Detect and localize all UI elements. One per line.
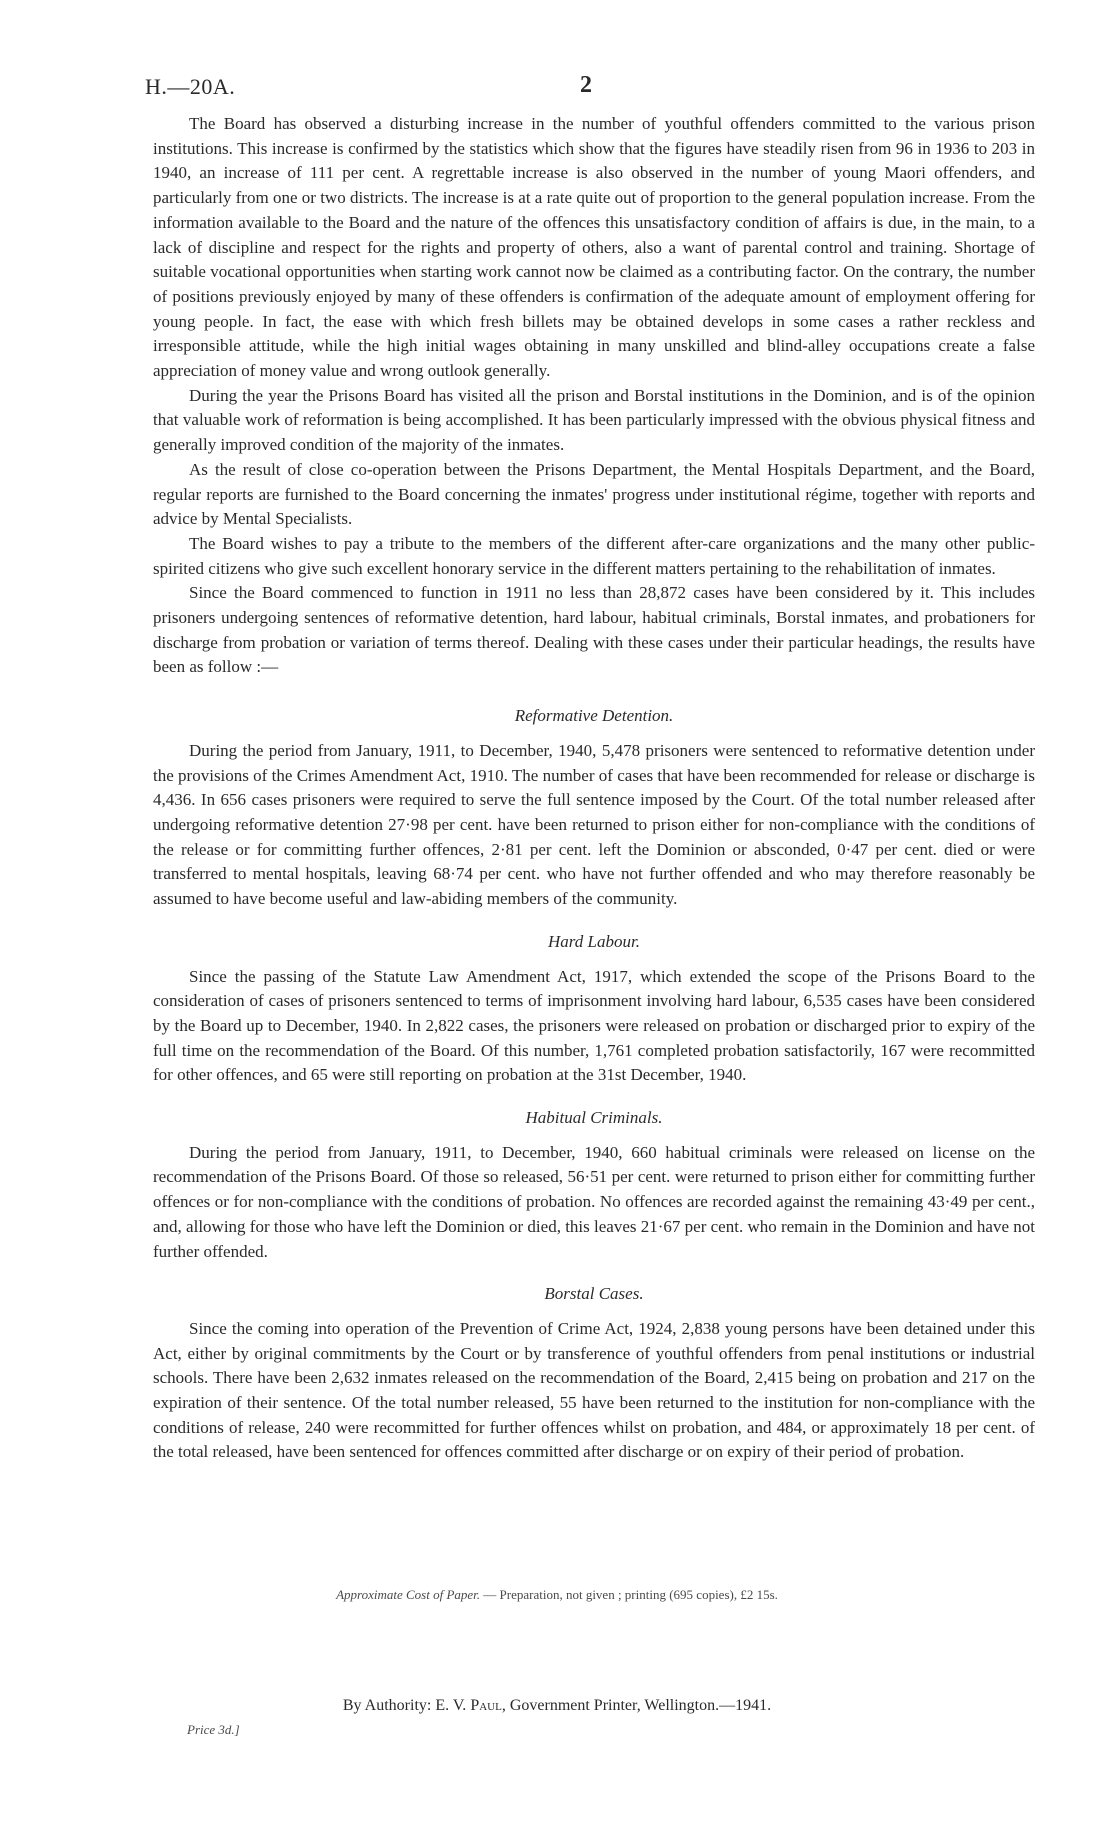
body-paragraph: Since the Board commenced to function in 1911 no less than 28,872 cases have been considered by it. This includes prisoners undergoing sentences of reformative detention, hard labour, habitual criminals, Borstal inmates, and probationers for discharge from probation or variation of terms thereof. Dealing with these cases under their particular headings, the results have been as follow :— — [153, 583, 1035, 677]
imprint-name: Paul — [470, 1697, 502, 1714]
cost-label: Approximate Cost of Paper. — [336, 1587, 481, 1602]
section-heading-habitual-criminals: Habitual Criminals. — [525, 1108, 663, 1128]
section-text-hard-labour: Since the passing of the Statute Law Amendment Act, 1917, which extended the scope of the Prisons Board to the consideration of cases of prisoners sentenced to terms of imprisonment involving hard labour, 6,535 cases have been considered by the Board up to December, 1940. In 2,822 cases, the prisoners were released on probation or discharged prior to expiry of the full time on the recommendation of the Board. Of this number, 1,761 completed probation satisfactorily, 167 were recommitted for other offences, and 65 were still reporting on probation at the 31st December, 1940. — [153, 966, 1035, 1085]
section-text-habitual-criminals: During the period from January, 1911, to December, 1940, 660 habitual criminals were released on license on the recommendation of the Prisons Board. Of those so released, 56·51 per cent. were returned to prison either for committing further offences or for non-compliance with the conditions of probation. No offences are recorded against the remaining 43·49 per cent., and, allowing for those who have left the Dominion or died, this leaves 21·67 per cent. who remain in the Dominion and have not further offended. — [153, 1142, 1035, 1261]
imprint-suffix: , Government Printer, Wellington.—1941. — [501, 1697, 772, 1714]
body-paragraph: The Board wishes to pay a tribute to the members of the different after-care organizations and the many other public-spirited citizens who give such excellent honorary service in the different matters pertaining to the rehabilitation of inmates. — [153, 533, 1035, 578]
document-body — [153, 112, 1035, 1465]
price-note: Price 3d.] — [187, 1722, 240, 1737]
cost-detail: — Preparation, not given ; printing (695 copies), £2 15s. — [483, 1587, 778, 1602]
body-paragraph: The Board has observed a disturbing increase in the number of youthful offenders committed to the various prison institutions. This increase is confirmed by the statistics which show that the figures have steadily risen from 96 in 1936 to 203 in 1940, an increase of 111 per cent. A regrettable increase is also observed in the number of young Maori offenders, and particularly from one or two districts. The increase is at a rate quite out of proportion to the general population increase. From the information available to the Board and the nature of the offences this unsatisfactory condition of affairs is due, in the main, to a lack of discipline and respect for the rights and property of others, also a want of parental control and training. Shortage of suitable vocational opportunities when starting work cannot now be claimed as a contributing factor. On the contrary, the number of positions previously enjoyed by many of these offenders is confirmation of the adequate amount of employment offering for young people. In fact, the ease with which fresh billets may be obtained develops in some cases a rather reckless and irresponsible attitude, while the high initial wages obtaining in many unskilled and blind-alley occupations create a false appreciation of money value and wrong outlook generally. — [153, 114, 1035, 381]
document-code: H.—20A. — [145, 74, 236, 99]
section-heading-reformative-detention: Reformative Detention. — [514, 706, 674, 726]
body-paragraph: During the year the Prisons Board has visited all the prison and Borstal institutions in the Dominion, and is of the opinion that valuable work of reformation is being accomplished. It has been particularly impressed with the obvious physical fitness and generally improved condition of the majority of the inmates. — [153, 385, 1035, 455]
section-text-reformative-detention: During the period from January, 1911, to December, 1940, 5,478 prisoners were sentenced to reformative detention under the provisions of the Crimes Amendment Act, 1910. The number of cases that have been recommended for release or discharge is 4,436. In 656 cases prisoners were required to serve the full sentence imposed by the Court. Of the total number released after undergoing reformative detention 27·98 per cent. have been returned to prison either for non-compliance with the conditions of the release or for committing further offences, 2·81 per cent. left the Dominion or absconded, 0·47 per cent. died or were transferred to mental hospitals, leaving 68·74 per cent. who have not further offended and who may therefore reasonably be assumed to have become useful and law-abiding members of the community. — [153, 740, 1035, 909]
section-heading-hard-labour: Hard Labour. — [548, 931, 640, 951]
section-heading-borstal-cases: Borstal Cases. — [544, 1284, 644, 1304]
section-text-borstal-cases: Since the coming into operation of the Prevention of Crime Act, 1924, 2,838 young persons have been detained under this Act, either by original commitments by the Court or by transference of youthful offenders from penal institutions or industrial schools. There have been 2,632 inmates released on the recommendation of the Board, 2,415 being on probation and 217 on the expiration of their sentence. Of the total number released, 55 have been returned to the institution for non-compliance with the conditions of release, 240 were recommitted for further offences whilst on probation, and 484, or approximately 18 per cent. of the total released, have been sentenced for offences committed after discharge or on expiry of their period of probation. — [153, 1318, 1035, 1462]
body-paragraph: As the result of close co-operation between the Prisons Department, the Mental Hospitals Department, and the Board, regular reports are furnished to the Board concerning the inmates' progress under institutional régime, together with reports and advice by Mental Specialists. — [153, 459, 1035, 529]
printer-imprint — [0, 1697, 1114, 1715]
cost-of-paper-note — [0, 1587, 1114, 1603]
imprint-prefix: By Authority: E. V. — [342, 1697, 467, 1714]
page-number: 2 — [580, 72, 592, 98]
